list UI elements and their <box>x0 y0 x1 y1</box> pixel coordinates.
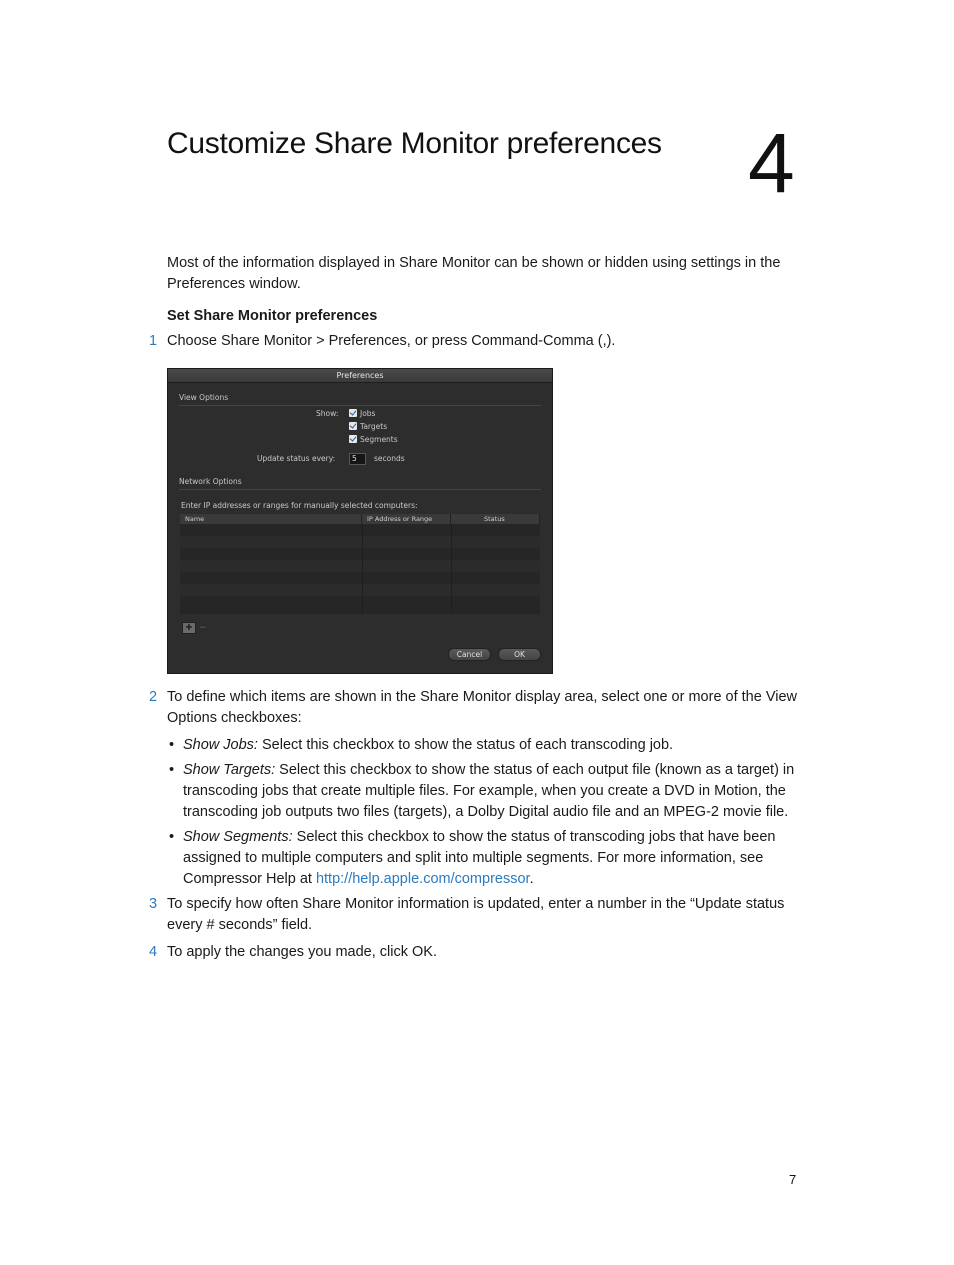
divider <box>179 405 541 406</box>
bullet-term: Show Segments: <box>183 829 293 845</box>
table-row <box>180 536 540 548</box>
page-title: Customize Share Monitor preferences <box>167 127 662 160</box>
column-divider <box>451 524 452 614</box>
step-number: 1 <box>149 333 158 349</box>
intro-paragraph: Most of the information displayed in Share Monitor can be shown or hidden using settings in the Preferences window. <box>167 255 781 292</box>
ok-button[interactable]: OK <box>498 648 541 661</box>
column-header-ip[interactable]: IP Address or Range <box>362 514 451 524</box>
bullet-term: Show Jobs: <box>183 737 258 753</box>
bullet-description: Select this checkbox to show the status of each output file (known as a target) in transcoding jobs that create multiple files. For example, when you create a DVD in Motion, the transcoding job outputs two files (targets), a Dolby Digital audio file and an MPEG-2 movie file. <box>183 762 795 820</box>
bullet-description: Select this checkbox to show the status of each transcoding job. <box>257 737 674 753</box>
divider <box>179 489 541 490</box>
column-header-name[interactable]: Name <box>180 514 362 524</box>
add-computer-button[interactable]: + <box>182 622 196 634</box>
seconds-label: seconds <box>374 454 405 463</box>
bullet-item <box>183 827 803 890</box>
remove-computer-button[interactable]: − <box>199 623 207 633</box>
step-text: To define which items are shown in the Share Monitor display area, select one or more of the View Options checkboxes: <box>167 689 798 726</box>
bullet-description: Select this checkbox to show the status of transcoding jobs that have been assigned to multiple computers and split into multiple segments. For more information, see Compressor Help at <box>183 829 776 887</box>
column-header-status[interactable]: Status <box>451 514 540 524</box>
bullet-item <box>183 735 803 756</box>
step-number: 3 <box>149 896 158 912</box>
compressor-help-link[interactable]: http://help.apple.com/compressor <box>315 871 530 887</box>
step-text: Choose Share Monitor > Preferences, or press Command-Comma (,). <box>167 333 616 349</box>
bullet-marker: • <box>169 762 175 778</box>
computers-table[interactable] <box>180 514 540 614</box>
bullet-term: Show Targets: <box>183 762 276 778</box>
segments-checkbox-label: Segments <box>360 435 398 444</box>
table-row <box>180 560 540 572</box>
update-status-label: Update status every: <box>257 454 336 463</box>
step-number: 2 <box>149 689 158 705</box>
jobs-checkbox-label: Jobs <box>360 409 376 418</box>
network-options-heading: Network Options <box>179 477 242 486</box>
targets-checkbox[interactable] <box>349 422 357 430</box>
targets-checkbox-label: Targets <box>360 422 388 431</box>
cancel-button[interactable]: Cancel <box>448 648 491 661</box>
table-row <box>180 596 540 608</box>
update-interval-input[interactable]: 5 <box>349 453 366 465</box>
bullet-marker: • <box>169 737 175 753</box>
jobs-checkbox[interactable] <box>349 409 357 417</box>
step-number: 4 <box>149 944 158 960</box>
show-label: Show: <box>316 409 339 418</box>
bullet-item <box>183 760 803 823</box>
table-row <box>180 524 540 536</box>
bullet-trailing: . <box>529 871 534 887</box>
column-divider <box>362 524 363 614</box>
table-row <box>180 584 540 596</box>
step-text: To apply the changes you made, click OK. <box>167 944 438 960</box>
dialog-title: Preferences <box>168 369 552 383</box>
step-text: To specify how often Share Monitor information is updated, enter a number in the “Update status every # seconds” field. <box>167 896 785 933</box>
table-row <box>180 548 540 560</box>
preferences-dialog <box>167 368 553 674</box>
page-number: 7 <box>789 1172 797 1187</box>
section-subhead: Set Share Monitor preferences <box>167 308 378 324</box>
bullet-marker: • <box>169 829 175 845</box>
table-row <box>180 572 540 584</box>
segments-checkbox[interactable] <box>349 435 357 443</box>
ip-instruction: Enter IP addresses or ranges for manually selected computers: <box>181 501 418 510</box>
chapter-number: 4 <box>748 116 795 210</box>
view-options-heading: View Options <box>179 393 229 402</box>
